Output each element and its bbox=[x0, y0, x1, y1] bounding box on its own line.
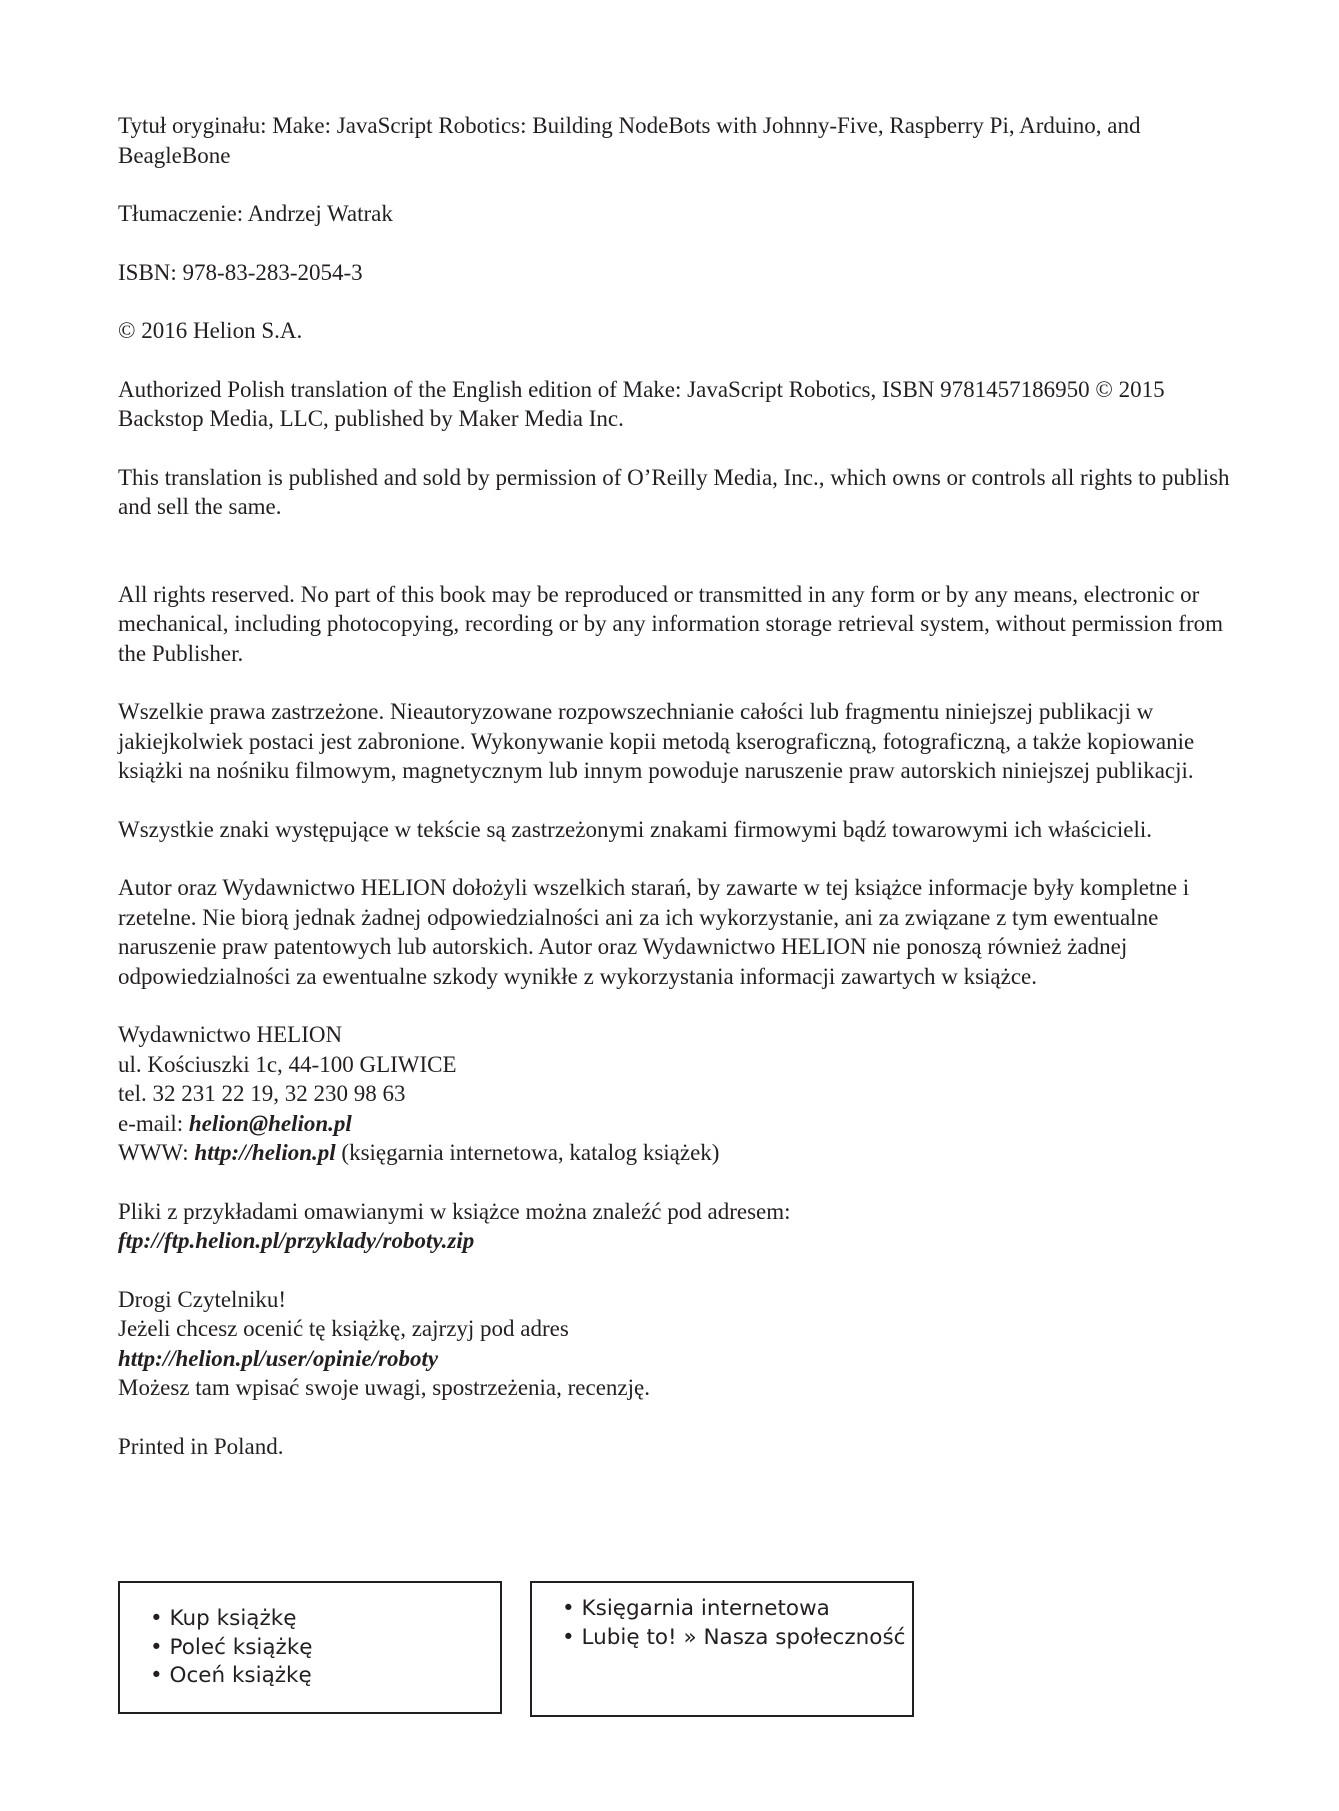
rights-reserved-en: All rights reserved. No part of this book may be reproduced or transmitted in any form or by any means, electronic or mechanical, including photocopying, recording or by any information storage retrieval system, without permission from the Publisher. bbox=[118, 581, 1224, 666]
reader-line1: Jeżeli chcesz ocenić tę książkę, zajrzyj pod adres bbox=[118, 1316, 569, 1341]
community-link[interactable]: • Lubię to! » Nasza społeczność bbox=[562, 1624, 905, 1653]
rate-book-link[interactable]: • Oceń książkę bbox=[150, 1662, 313, 1691]
email-link[interactable]: helion@helion.pl bbox=[188, 1110, 352, 1136]
rights-reserved-pl: Wszelkie prawa zastrzeżone. Nieautoryzowane rozpowszechnianie całości lub fragmentu niniejszej publikacji w jakiejkolwiek postaci jest zabronione. Wykonywanie kopii metodą kserograficzną, fotograficzną, a także kopiowanie książki na nośniku filmowym, magnetycznym lub innym powoduje naruszenie praw autorskich niniejszej publikacji. bbox=[118, 699, 1195, 783]
examples-text: Pliki z przykładami omawianymi w książce można znaleźć pod adresem: bbox=[118, 1198, 791, 1224]
link-boxes bbox=[118, 1581, 922, 1719]
bookstore-link[interactable]: • Księgarnia internetowa bbox=[562, 1595, 905, 1624]
reader-line2: Możesz tam wpisać swoje uwagi, spostrzeżenia, recenzję. bbox=[118, 1375, 650, 1400]
community-box bbox=[530, 1581, 914, 1717]
publisher-name: Wydawnictwo HELION bbox=[118, 1022, 343, 1047]
www-link[interactable]: http://helion.pl bbox=[194, 1140, 336, 1165]
www-note: (księgarnia internetowa, katalog książek) bbox=[335, 1140, 720, 1165]
printed-in: Printed in Poland. bbox=[118, 1433, 284, 1459]
buy-book-link[interactable]: • Kup książkę bbox=[150, 1605, 313, 1634]
publisher-email-line bbox=[118, 1109, 1238, 1139]
copyright: © 2016 Helion S.A. bbox=[118, 318, 303, 343]
publisher-address: ul. Kościuszki 1c, 44-100 GLIWICE bbox=[118, 1051, 457, 1077]
original-title: Tytuł oryginału: Make: JavaScript Robotics: Building NodeBots with Johnny-Five, Raspberry Pi, Arduino, and BeagleBone bbox=[118, 113, 1141, 168]
book-actions-box bbox=[118, 1581, 502, 1714]
copyright-page bbox=[118, 111, 1238, 1461]
isbn: ISBN: 978-83-283-2054-3 bbox=[118, 259, 363, 285]
email-label: e-mail: bbox=[118, 1110, 189, 1136]
opinion-link[interactable]: http://helion.pl/user/opinie/roboty bbox=[118, 1345, 439, 1371]
publisher-phone: tel. 32 231 22 19, 32 230 98 63 bbox=[118, 1081, 406, 1106]
examples-link[interactable]: ftp://ftp.helion.pl/przyklady/roboty.zip bbox=[118, 1228, 475, 1253]
authorized-translation: Authorized Polish translation of the English edition of Make: JavaScript Robotics, ISBN 9781457186950 © 2015 Backstop Media, LLC, published by Maker Media Inc. bbox=[118, 376, 1165, 431]
www-label: WWW: bbox=[118, 1140, 195, 1165]
translator: Tłumaczenie: Andrzej Watrak bbox=[118, 201, 393, 226]
trademarks-notice: Wszystkie znaki występujące w tekście są zastrzeżonymi znakami firmowymi bądź towarowymi ich właścicieli. bbox=[118, 816, 1153, 842]
reader-greeting: Drogi Czytelniku! bbox=[118, 1286, 286, 1312]
recommend-book-link[interactable]: • Poleć książkę bbox=[150, 1634, 313, 1663]
publisher-info bbox=[118, 1020, 1238, 1168]
publisher-www-line bbox=[118, 1138, 1238, 1168]
disclaimer: Autor oraz Wydawnictwo HELION dołożyli wszelkich starań, by zawarte w tej książce informacje były kompletne i rzetelne. Nie biorą jednak żadnej odpowiedzialności ani za ich wykorzystanie, ani za związane z tym ewentualne naruszenie praw patentowych lub autorskich. Autor oraz Wydawnictwo HELION nie ponoszą również żadnej odpowiedzialności za ewentualne szkody wynikłe z wykorzystania informacji zawartych w książce. bbox=[118, 875, 1190, 989]
permission-notice: This translation is published and sold by permission of O’Reilly Media, Inc., which owns or controls all rights to publish and sell the same. bbox=[118, 464, 1230, 519]
